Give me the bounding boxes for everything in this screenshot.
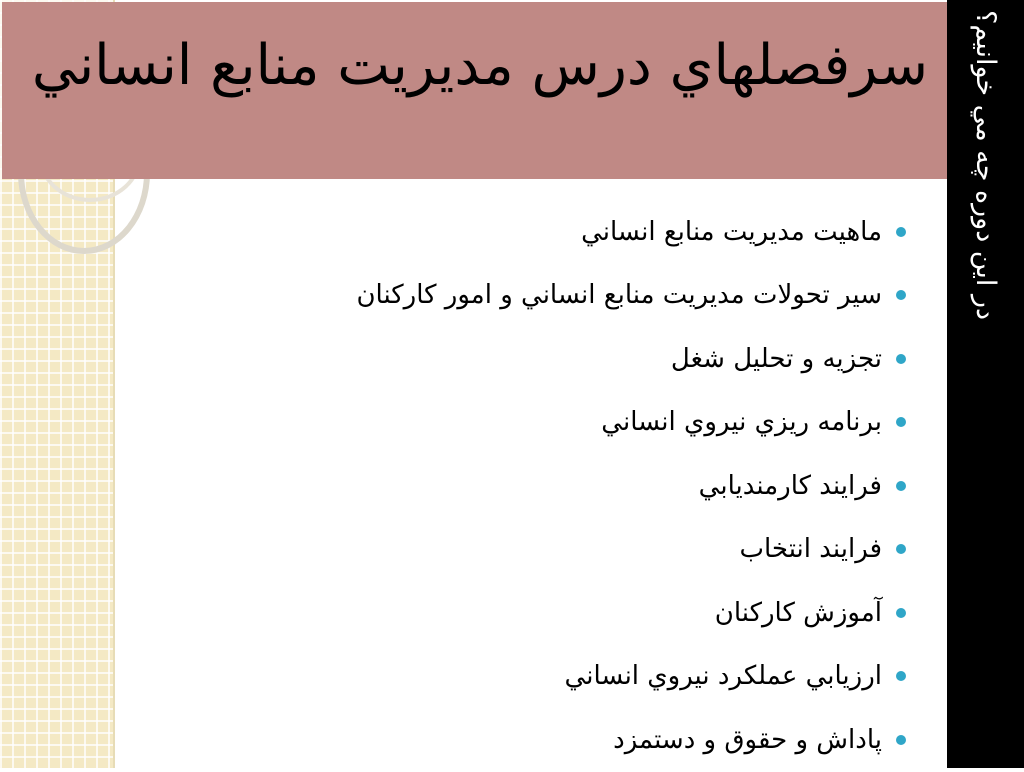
list-item xyxy=(166,645,906,709)
side-caption: در اين دوره چه مي خوانيم؟ xyxy=(970,10,1001,321)
bullet-text: آموزش كاركنان xyxy=(714,597,882,628)
list-item xyxy=(166,581,906,645)
bullet-dot-icon xyxy=(896,544,906,554)
bullet-dot-icon xyxy=(896,417,906,427)
list-item xyxy=(166,327,906,391)
list-item xyxy=(166,391,906,455)
bullet-text: پاداش و حقوق و دستمزد xyxy=(613,724,882,755)
list-item xyxy=(166,454,906,518)
bullet-dot-icon xyxy=(896,354,906,364)
bullet-text: فرايند انتخاب xyxy=(739,534,882,565)
bullet-text: برنامه ريزي نيروي انساني xyxy=(601,407,882,438)
bullet-dot-icon xyxy=(896,671,906,681)
bullet-dot-icon xyxy=(896,608,906,618)
list-item xyxy=(166,264,906,328)
bullet-text: سير تحولات مديريت منابع انساني و امور كاركنان xyxy=(356,280,882,311)
bullet-text: تجزيه و تحليل شغل xyxy=(670,343,882,374)
slide-title: سرفصلهاي درس مديريت منابع انساني xyxy=(31,33,929,98)
bullet-dot-icon xyxy=(896,290,906,300)
bullet-list xyxy=(166,200,906,772)
list-item xyxy=(166,518,906,582)
bullet-dot-icon xyxy=(896,481,906,491)
bullet-text: ارزيابي عملكرد نيروي انساني xyxy=(564,661,882,692)
bullet-dot-icon xyxy=(896,227,906,237)
list-item xyxy=(166,200,906,264)
bullet-text: ماهيت مديريت منابع انساني xyxy=(581,216,882,247)
list-item xyxy=(166,708,906,772)
bullet-dot-icon xyxy=(896,735,906,745)
bullet-text: فرايند كارمنديابي xyxy=(698,470,882,501)
